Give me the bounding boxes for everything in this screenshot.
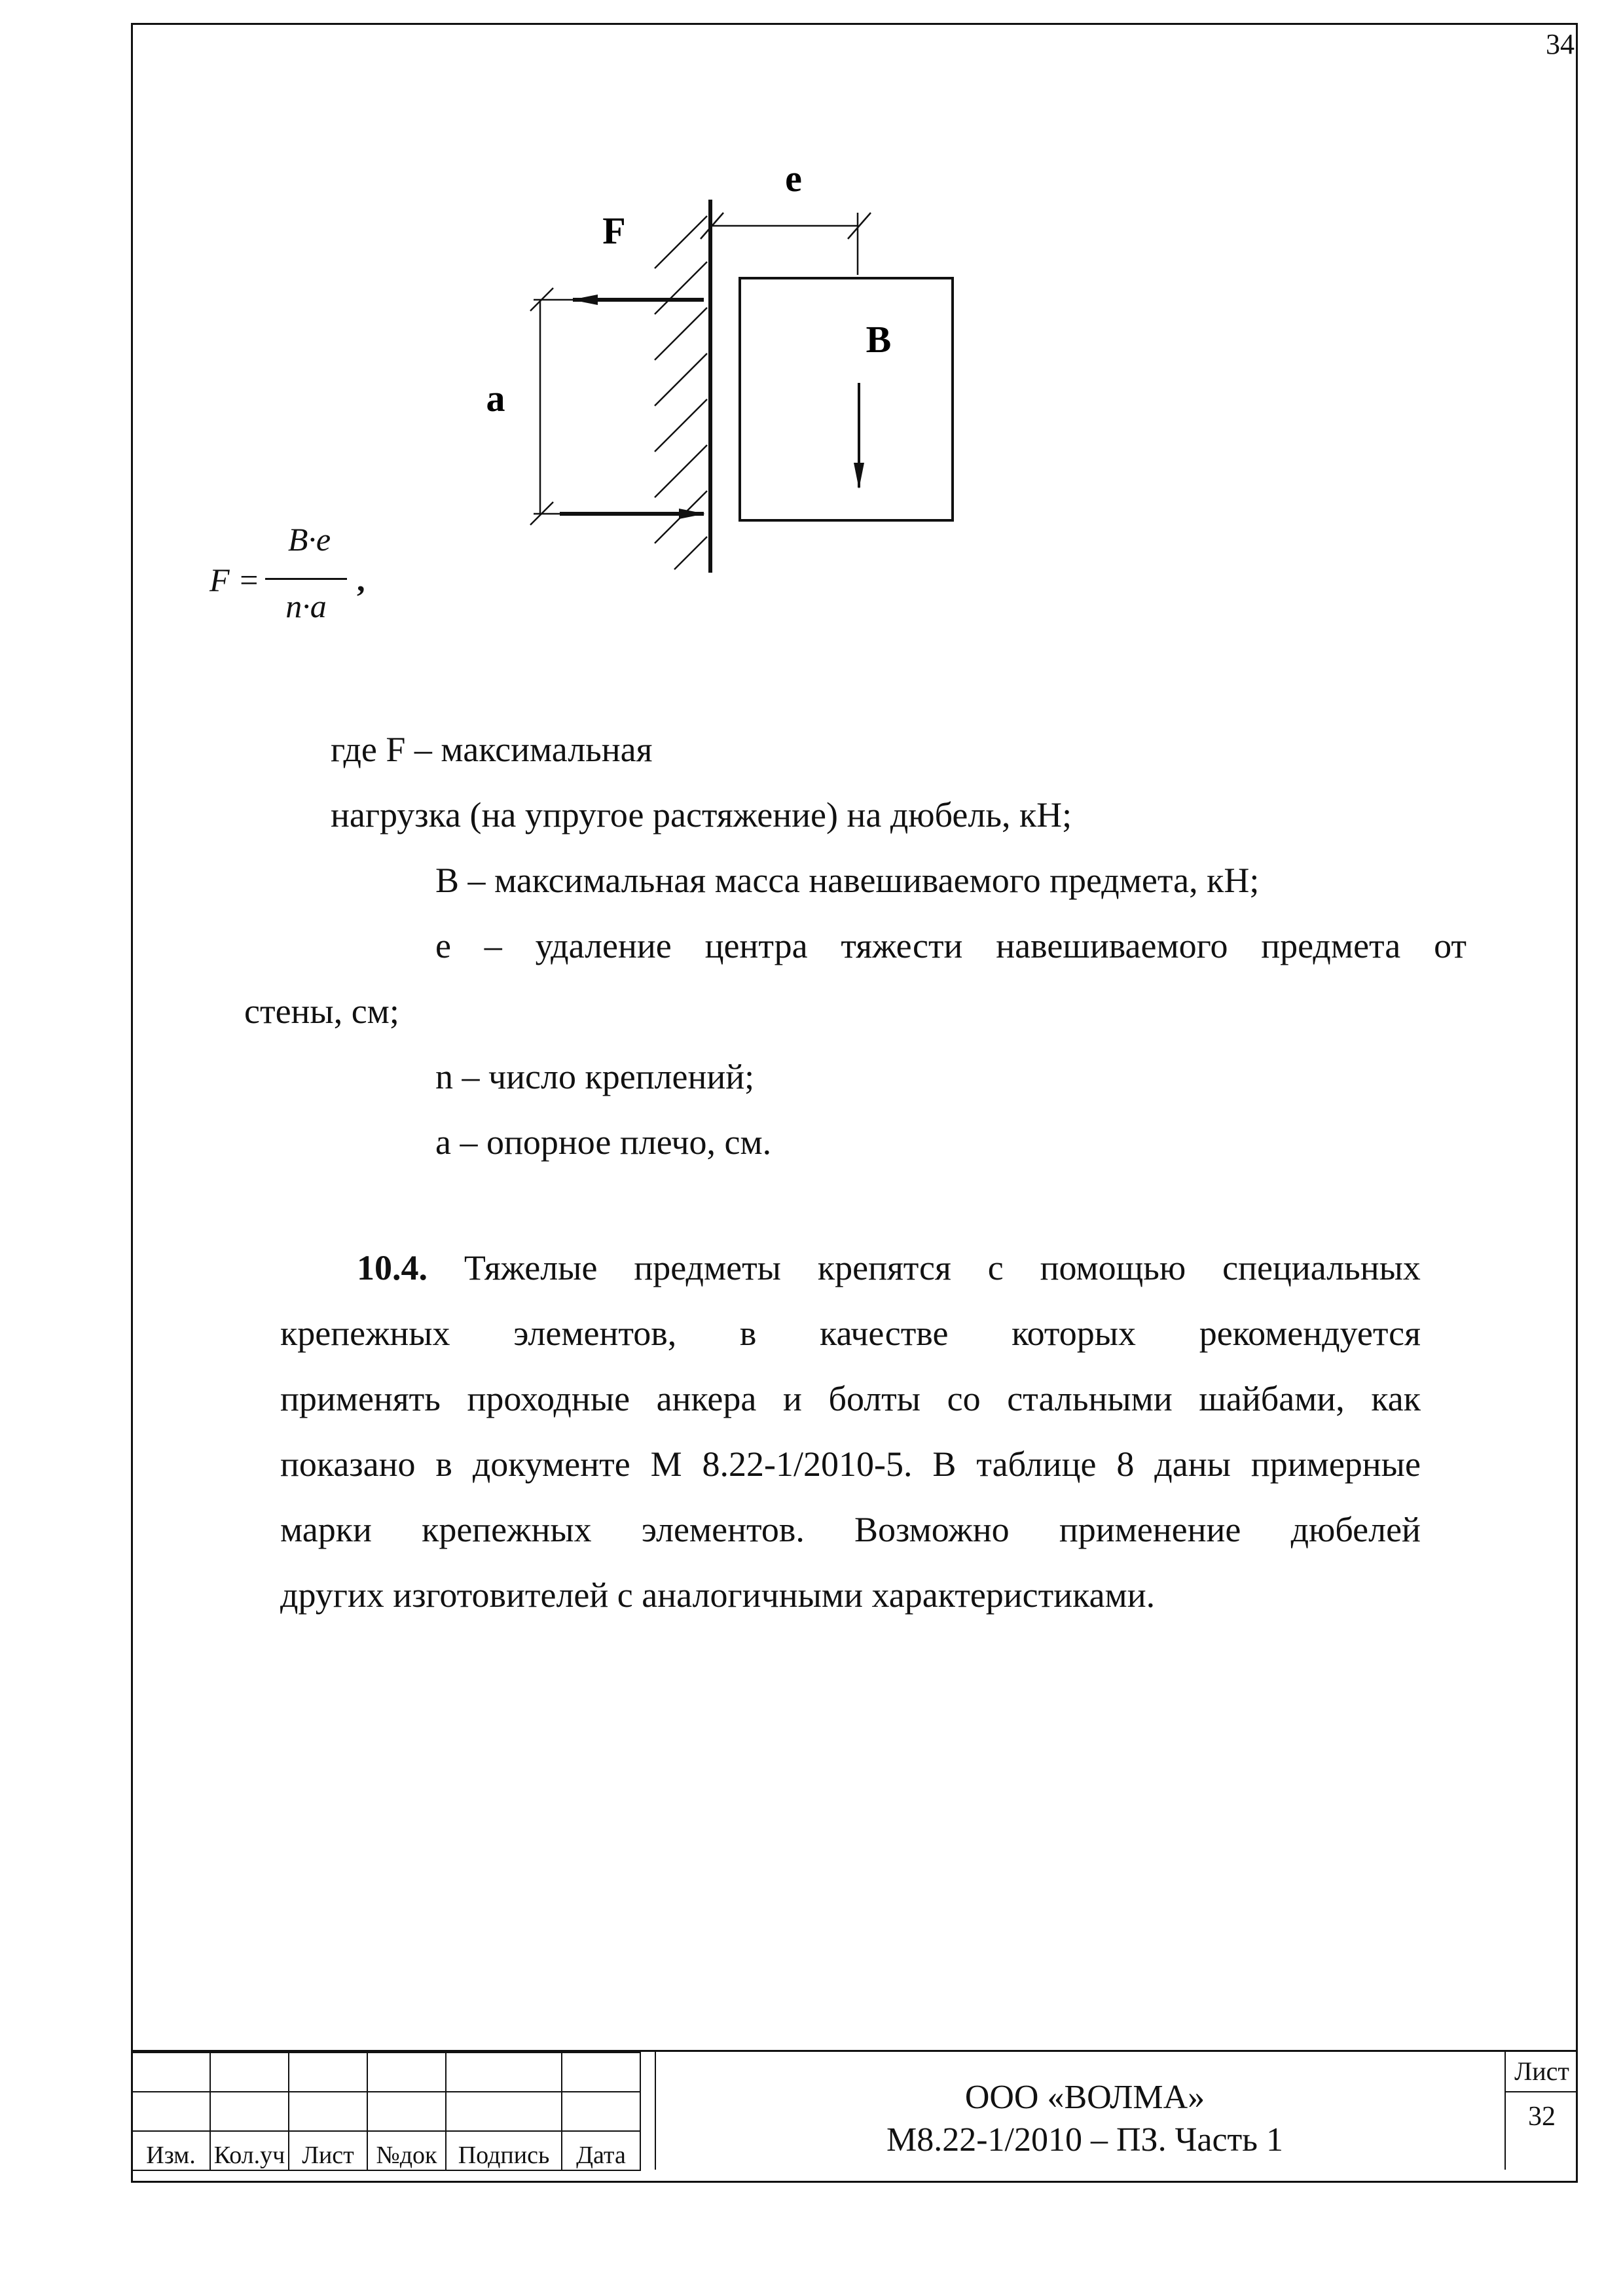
- formula-fraction-bar: [265, 578, 347, 580]
- word: документе: [472, 1444, 630, 1484]
- word: таблице: [976, 1444, 1097, 1484]
- word: применение: [1059, 1510, 1241, 1549]
- paragraph-line-4: [280, 1446, 1421, 1482]
- definition-B: В – максимальная масса навешиваемого предмета, кН;: [435, 861, 1260, 900]
- revision-grid: [131, 2052, 641, 2171]
- sheet-cell: [1504, 2052, 1578, 2170]
- force-diagram: [0, 0, 1623, 655]
- word: применять: [280, 1379, 441, 1418]
- definition-e: [435, 928, 1467, 963]
- paragraph-line-5: [280, 1512, 1421, 1547]
- word: е: [435, 926, 451, 965]
- header-ndok: №док: [367, 2131, 446, 2170]
- label-a: a: [486, 377, 505, 420]
- word: Тяжелые: [464, 1248, 598, 1287]
- word: с: [987, 1248, 1004, 1287]
- definition-intro: где F – максимальная: [331, 730, 653, 769]
- formula-denominator: n·a: [285, 588, 327, 624]
- definition-e-continued: стены, см;: [244, 992, 399, 1031]
- label-B: B: [866, 318, 892, 361]
- word: В: [932, 1444, 957, 1484]
- dimension-a: [530, 288, 589, 525]
- paragraph-line-3: [280, 1381, 1421, 1416]
- word: помощью: [1040, 1248, 1186, 1287]
- word: примерные: [1250, 1444, 1421, 1484]
- word: центра: [704, 926, 808, 965]
- word: 8.22-1/2010-5.: [702, 1444, 913, 1484]
- word: в: [435, 1444, 452, 1484]
- header-kol-uch: Кол.уч: [210, 2131, 289, 2170]
- formula-numerator: B·e: [287, 521, 331, 558]
- definition-a: а – опорное плечо, см.: [435, 1122, 772, 1162]
- word: навешиваемого: [996, 926, 1228, 965]
- definition-n: n – число креплений;: [435, 1057, 755, 1096]
- label-e: e: [785, 157, 802, 200]
- word: предметы: [634, 1248, 781, 1287]
- word: Возможно: [854, 1510, 1010, 1549]
- word: и: [782, 1379, 802, 1418]
- word: болты: [828, 1379, 921, 1418]
- header-data: Дата: [562, 2131, 640, 2170]
- word: качестве: [820, 1314, 949, 1353]
- word: дюбелей: [1290, 1510, 1421, 1549]
- word: –: [484, 926, 502, 965]
- title-block: [131, 2050, 1578, 2170]
- word: предмета: [1261, 926, 1401, 965]
- organization-name: ООО «ВОЛМА»: [964, 2079, 1205, 2116]
- word: 8: [1116, 1444, 1135, 1484]
- header-list: Лист: [289, 2131, 367, 2170]
- label-F: F: [602, 209, 626, 252]
- word: шайбами,: [1199, 1379, 1345, 1418]
- paragraph-line-1: [357, 1250, 1421, 1285]
- formula-lhs: F =: [210, 562, 260, 598]
- word: тяжести: [841, 926, 963, 965]
- sheet-label: Лист: [1506, 2052, 1578, 2092]
- definition-F-continued: нагрузка (на упругое растяжение) на дюбель, кН;: [331, 795, 1072, 834]
- word: крепежных: [280, 1314, 450, 1353]
- word: которых: [1012, 1314, 1137, 1353]
- formula-comma: ,: [357, 562, 365, 598]
- document-code: М8.22-1/2010 – ПЗ. Часть 1: [886, 2121, 1283, 2159]
- header-izm: Изм.: [132, 2131, 210, 2170]
- word: элементов.: [641, 1510, 805, 1549]
- org-cell: [655, 2052, 1514, 2170]
- word: стальными: [1007, 1379, 1173, 1418]
- paragraph-line-6: других изготовителей с аналогичными характеристиками.: [280, 1575, 1156, 1615]
- word: от: [1434, 926, 1467, 965]
- word: М: [650, 1444, 682, 1484]
- word: как: [1371, 1379, 1421, 1418]
- word: крепятся: [817, 1248, 951, 1287]
- word: удаление: [535, 926, 672, 965]
- word: в: [739, 1314, 757, 1353]
- word: даны: [1154, 1444, 1231, 1484]
- word: крепежных: [422, 1510, 592, 1549]
- header-podpis: Подпись: [446, 2131, 562, 2170]
- paragraph-number: 10.4.: [357, 1248, 428, 1287]
- wall-hatching: [655, 216, 707, 569]
- paragraph-line-2: [280, 1316, 1421, 1351]
- word: показано: [280, 1444, 416, 1484]
- object-box: [740, 278, 953, 520]
- word: элементов,: [513, 1314, 677, 1353]
- word: рекомендуется: [1199, 1314, 1421, 1353]
- word: со: [947, 1379, 981, 1418]
- word: марки: [280, 1510, 372, 1549]
- word: анкера: [656, 1379, 757, 1418]
- sheet-number: 32: [1528, 2102, 1556, 2132]
- dimension-e: [701, 213, 871, 275]
- page-number: 34: [1546, 28, 1575, 60]
- word: специальных: [1222, 1248, 1421, 1287]
- word: проходные: [467, 1379, 630, 1418]
